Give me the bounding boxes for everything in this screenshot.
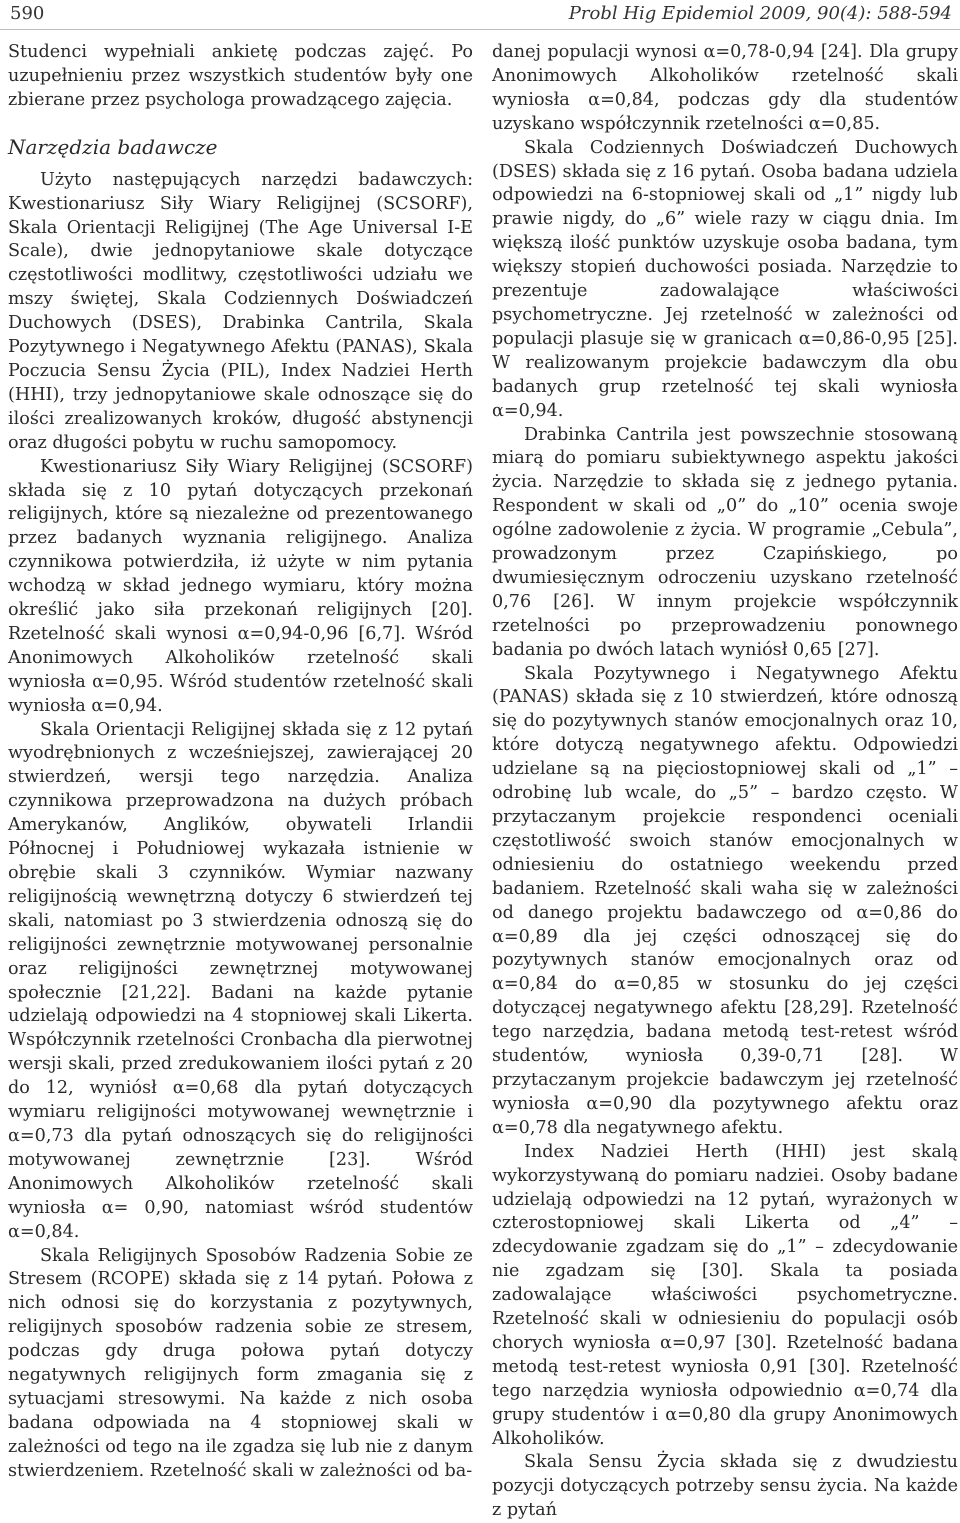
intro-paragraph: Studenci wypełniali ankietę podczas zajęć. Po uzupełnieniu przez wszystkich studentów były one zbierane przez psychologa prowadzącego zajęcia.: [8, 42, 473, 110]
paragraph-rcope: Skala Religijnych Sposobów Radzenia Sobie ze Stresem (RCOPE) składa się z 14 pytań. Połowa z nich odnosi się do korzystania z pozytywnych, religijnych sposobów radzenia sobie ze stresem, podczas gdy druga połowa pytań dotyczy negatywnych religijnych form zmagania się z sytuacjami stresowymi. Na każde z nich osoba badana odpowiada na 4 stopniowej skali w zależności od tego na ile zgadza się lub nie z danym stwierdzeniem. Rzetelność skali w zależności od ba-: [8, 1245, 473, 1481]
journal-citation: Probl Hig Epidemiol 2009, 90(4): 588-594: [568, 3, 952, 24]
paragraph-hhi: Index Nadziei Herth (HHI) jest skalą wykorzystywaną do pomiaru nadziei. Osoby badane udzielają odpowiedzi na 12 pytań, wyrażonych w czterostopniowej skali Likerta od „4” – zdecydowanie zgadzam się do „1” – zdecydowanie nie zgadzam się [30]. Skala ta posiada zadowalające właściwości psychometryczne. Rzetelność skali w odniesieniu do populacji osób chorych wyniosła α=0,97 [30]. Rzetelność badana metodą test-retest wyniosła 0,91 [30]. Rzetelność tego narzędzia wyniosła odpowiednio α=0,74 dla grupy studentów i α=0,80 dla grupy Anonimowych Alkoholików.: [492, 1141, 958, 1449]
page-number: 590: [10, 3, 45, 24]
paragraph-scsorf: Kwestionariusz Siły Wiary Religijnej (SCSORF) składa się z 10 pytań dotyczących przekonań religijnych, które są niezależne od prezentowanego przez badanych wyznania religijnego. Analiza czynnikowa potwierdziła, iż użyte w nim pytania wchodzą w skład jednego wymiaru, który można określić jako siła przekonań religijnych [20]. Rzetelność skali wynosi α=0,94-0,96 [6,7]. Wśród Anonimowych Alkoholików rzetelność skali wyniosła α=0,95. Wśród studentów rzetelność skali wyniosła α=0,94.: [8, 456, 473, 716]
paragraph-panas: Skala Pozytywnego i Negatywnego Afektu (PANAS) składa się z 10 stwierdzeń, które odnoszą się do pozytywnych stanów emocjonalnych oraz 10, które dotyczą negatywnego afektu. Odpowiedzi udzielane są na pięciostopniowej skali od „1” – odrobinę lub wcale, do „5” – bardzo często. W przytaczanym projekcie respondenci oceniali częstotliwość swoich stanów emocjonalnych w odniesieniu do ostatniego weekendu przed badaniem. Rzetelność skali waha się w zależności od danego projektu badawczego od α=0,86 do α=0,89 dla jej części odnoszącej się do pozytywnych stanów emocjonalnych oraz od α=0,84 do α=0,85 w stosunku do jej części dotyczącej negatywnego afektu [28,29]. Rzetelność tego narzędzia, badana metodą test-retest wśród studentów, wyniosła 0,39-0,71 [28]. W przytaczanym projekcie badawczym jej rzetelność wyniosła α=0,90 dla pozytywnego afektu oraz α=0,78 dla negatywnego afektu.: [492, 663, 958, 1138]
left-column: [8, 41, 473, 1481]
paragraph-religious-orientation: Skala Orientacji Religijnej składa się z 12 pytań wyodrębnionych z wcześniejszej, zawierającej 20 stwierdzeń, wersji tego narzędzia. Analiza czynnikowa przeprowadzona na dużych próbach Amerykanów, Anglików, obywateli Irlandii Północnej i Południowej wykazała istnienie w obrębie skali 3 czynników. Wymiar nazwany religijnością wewnętrzną dotyczy 6 stwierdzeń tej skali, natomiast po 3 stwierdzenia odnoszą się do religijności zewnętrznie motywowanej personalnie oraz religijności zewnętrznej motywowanej społecznie [21,22]. Badani na każde pytanie udzielają odpowiedzi na 4 stopniowej skali Likerta. Współczynnik rzetelności Cronbacha dla pierwotnej wersji skali, przed zredukowaniem ilości pytań z 20 do 12, wyniósł α=0,68 dla pytań dotyczących wymiaru religijności motywowanej wewnętrznie i α=0,73 dla pytań odnoszących się do religijności motywowanej zewnętrznie [23]. Wśród Anonimowych Alkoholików rzetelność skali wyniosła α= 0,90, natomiast wśród studentów α=0,84.: [8, 719, 473, 1242]
paragraph-continuation: danej populacji wynosi α=0,78-0,94 [24]. Dla grupy Anonimowych Alkoholików rzetelność skali wyniosła α=0,84, podczas gdy dla studentów uzyskano współczynnik rzetelności α=0,85.: [492, 42, 958, 134]
paragraph-pil: Skala Sensu Życia składa się z dwudziestu pozycji dotyczących potrzeby sensu życia. Na każde z pytań: [492, 1452, 958, 1521]
page-header: [0, 0, 960, 30]
right-column: [492, 41, 958, 1521]
section-heading: Narzędzia badawcze: [8, 134, 218, 159]
paragraph-tools: Użyto następujących narzędzi badawczych: Kwestionariusz Siły Wiary Religijnej (SCSORF), Skala Orientacji Religijnej (The Age Universal I-E Scale), dwie jednopytaniowe skale dotyczące częstotliwości modlitwy, częstotliwości udziału we mszy świętej, Skala Codziennych Doświadczeń Duchowych (DSES), Drabinka Cantrila, Skala Pozytywnego i Negatywnego Afektu (PANAS), Skala Poczucia Sensu Życia (PIL), Index Nadziei Herth (HHI), trzy jednopytaniowe skale odnoszące się do ilości zrealizowanych kroków, długość abstynencji oraz długości pobytu w ruchu samopomocy.: [8, 169, 473, 453]
paragraph-dses: Skala Codziennych Doświadczeń Duchowych (DSES) składa się z 16 pytań. Osoba badana udziela odpowiedzi na 6-stopniowej skali od „1” nigdy lub prawie nigdy, do „6” wiele razy w ciągu dnia. Im większą ilość punktów uzyskuje osoba badana, tym większy stopień duchowości posiada. Narzędzie to prezentuje zadowalające właściwości psychometryczne. Jej rzetelność w zależności od populacji plasuje się w granicach α=0,86-0,95 [25]. W realizowanym projekcie badawczym dla obu badanych grup rzetelność tej skali wyniosła α=0,94.: [492, 137, 958, 421]
paragraph-cantril: Drabinka Cantrila jest powszechnie stosowaną miarą do pomiaru subiektywnego aspektu jakości życia. Narzędzie to składa się z jednego pytania. Respondent w skali od „0” do „10” ocenia swoje ogólne zadowolenie z życia. W programie „Cebula”, prowadzonym przez Czapińskiego, po dwumiesięcznym odroczeniu uzyskano rzetelność 0,76 [26]. W innym projekcie współczynnik rzetelności po przeprowadzeniu ponownego badania po dwóch latach wyniósł 0,65 [27].: [492, 424, 958, 660]
